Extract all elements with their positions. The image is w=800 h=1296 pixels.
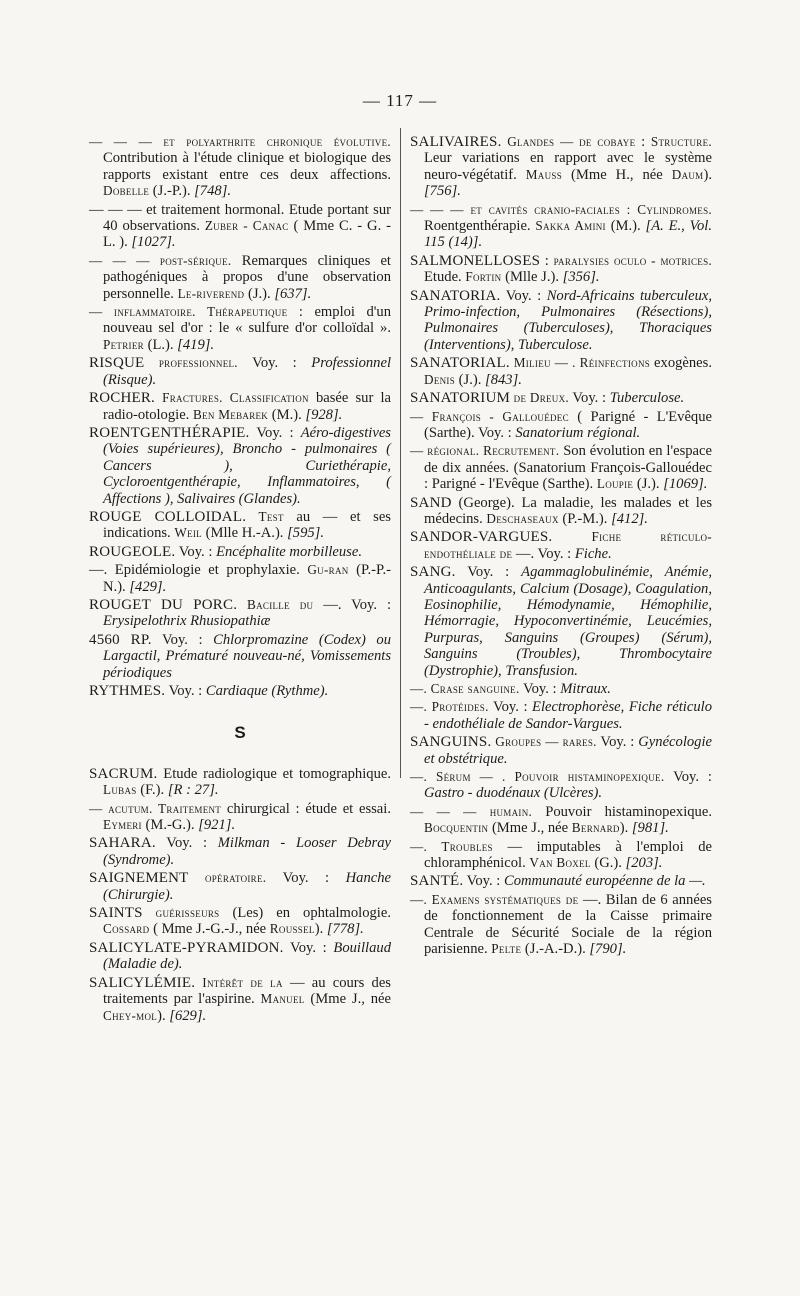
entry-text: RYTHMES.: [89, 683, 166, 699]
index-entry: [410, 681, 712, 697]
index-entry: [410, 564, 712, 679]
index-entry: [89, 905, 391, 938]
entry-text: [412].: [611, 510, 648, 527]
entry-text: Voy. :: [569, 390, 610, 407]
index-entry: [89, 597, 391, 630]
entry-text: SANTÉ.: [410, 873, 464, 890]
index-entry: [89, 509, 391, 542]
entry-text: (M.-G.).: [141, 817, 199, 834]
index-entry: [410, 202, 712, 251]
entry-text: SANATORIA.: [410, 287, 501, 304]
entry-text: ).: [619, 820, 632, 837]
entry-text: ( Mme C. - G. - L. ).: [103, 218, 391, 251]
entry-text: [921].: [198, 817, 236, 834]
entry-text: Roentgenthérapie.: [424, 218, 536, 235]
entry-text: ROENTGENTHÉRAPIE.: [89, 424, 250, 441]
entry-text: 4560 RP.: [89, 631, 152, 648]
index-entry: [89, 425, 391, 507]
entry-text: Ben Mebarek: [192, 406, 269, 422]
entry-text: Groupes — rares.: [491, 734, 597, 750]
index-entry: [89, 253, 391, 302]
entry-text: [843].: [485, 371, 522, 388]
entry-text: Fiche réticulo-endothéliale de: [424, 529, 712, 561]
entry-text: — acutum. Traitement: [89, 800, 222, 816]
entry-text: Hanche (Chirurgie).: [103, 870, 391, 903]
entry-text: Voy. :: [463, 873, 504, 890]
entry-text: ).: [157, 1007, 170, 1024]
section-letter: S: [234, 723, 246, 743]
index-entry: [89, 940, 391, 973]
entry-text: SANATORIAL.: [410, 355, 510, 372]
entry-text: SAINTS: [89, 905, 143, 922]
entry-text: —. Sérum — . Pouvoir histaminopexique.: [410, 769, 665, 785]
entry-text: Voy. :: [488, 699, 533, 716]
entry-text: Denis: [424, 371, 456, 387]
entry-text: (J.).: [633, 476, 664, 493]
entry-text: :: [635, 134, 651, 150]
entry-text: Fractures. Classification: [155, 390, 309, 406]
entry-text: Bacille du: [237, 596, 314, 612]
entry-text: (M.).: [268, 406, 306, 423]
entry-text: basée sur la radio-otologie.: [103, 390, 391, 423]
entry-text: Etude radiologique et tomographique.: [157, 765, 391, 782]
entry-text: Fortin: [465, 269, 502, 285]
index-entry: [410, 892, 712, 958]
entry-text: [629].: [169, 1007, 207, 1024]
entry-text: Cossard: [103, 921, 150, 937]
entry-text: Mitraux.: [560, 681, 611, 697]
entry-text: Structure.: [650, 134, 712, 149]
entry-text: Voy. :: [165, 683, 206, 699]
entry-text: SALIVAIRES.: [410, 134, 502, 150]
entry-text: SAHARA.: [89, 835, 156, 852]
entry-text: Pouvoir histaminopexique.: [532, 803, 712, 820]
entry-text: — — — post-sérique.: [89, 252, 232, 268]
index-entry: [410, 769, 712, 802]
entry-text: (Les) en ophtalmologie.: [219, 905, 391, 922]
index-entry: [89, 632, 391, 681]
entry-text: Milieu — . Réinfections: [509, 355, 651, 371]
entry-text: Bocquentin: [424, 820, 489, 836]
index-entry: [410, 804, 712, 837]
column-divider: [400, 128, 401, 778]
entry-text: ( Parigné - L'Evêque (Sarthe). Voy. :: [424, 408, 712, 441]
entry-text: Nord-Africains tuberculeux, Primo-infection, Pulmonaires (Résections), Pulmonaires (Tuberculoses), Thoraciques (Interventions), Tuberculose.: [424, 287, 712, 353]
entry-text: [595].: [287, 525, 325, 542]
entry-text: Daum: [671, 166, 704, 182]
index-entry: [410, 839, 712, 872]
index-entry: [89, 562, 391, 595]
entry-text: — au cours des traitements par l'aspirine.: [103, 974, 391, 1008]
entry-text: (J.).: [455, 371, 486, 388]
entry-text: ROUGEOLE.: [89, 543, 176, 560]
entry-text: ).: [314, 921, 327, 938]
entry-text: [1027].: [131, 234, 176, 251]
entry-text: Electrophorèse, Fiche réticulo - endothéliale de Sandor-Vargues.: [424, 699, 712, 732]
entry-text: Lubas: [103, 782, 137, 798]
index-entry: [89, 835, 391, 868]
index-entry: [410, 288, 712, 354]
entry-text: SANATORIUM: [410, 390, 511, 407]
entry-text: Manuel: [260, 991, 305, 1007]
index-entry: [410, 253, 712, 286]
entry-text: Voy. :: [151, 631, 214, 648]
entry-text: exogènes.: [650, 355, 712, 372]
entry-text: Le-riverend: [177, 285, 245, 301]
entry-text: Communauté européenne de la —.: [503, 873, 706, 890]
entry-text: paralysies oculo - motrices.: [553, 252, 712, 268]
entry-text: (L.).: [143, 336, 178, 353]
entry-text: SANG.: [410, 564, 456, 581]
entry-text: —. Epidémiologie et prophylaxie.: [89, 562, 308, 579]
entry-text: Fiche.: [574, 545, 612, 562]
index-entry: [410, 409, 712, 442]
entry-text: Voy. :: [283, 939, 334, 956]
index-entry: [410, 734, 712, 767]
entry-text: — François - Gallouédec: [410, 408, 569, 424]
entry-text: opératoire.: [188, 870, 267, 886]
entry-text: Bernard: [571, 820, 620, 836]
entry-text: Voy. :: [237, 355, 312, 372]
entry-text: — imputables à l'emploi de chloramphénicol.: [424, 838, 713, 872]
entry-text: ).: [703, 166, 712, 183]
index-entry: [89, 975, 391, 1024]
entry-text: [356].: [562, 269, 600, 286]
entry-text: professionnel.: [144, 355, 238, 371]
entry-text: [928].: [305, 406, 343, 423]
index-entry: [410, 355, 712, 388]
entry-text: Gastro - duodénaux (Ulcères).: [424, 785, 603, 802]
entry-text: — inflammatoire. Thérapeutique: [89, 304, 288, 320]
right-column: [410, 134, 712, 960]
entry-text: ROCHER.: [89, 390, 155, 407]
entry-text: [756].: [424, 183, 461, 200]
entry-text: Chlorpromazine (Codex) ou Largactil, Prématuré nouveau-né, Vomissements périodiques: [103, 631, 391, 681]
entry-text: SANGUINS.: [410, 734, 492, 751]
entry-text: [429].: [129, 578, 167, 595]
entry-text: de Dreux.: [510, 390, 569, 406]
right-entries: [410, 134, 712, 958]
entry-text: Aéro-digestives (Voies supérieures), Broncho - pulmonaires ( Cancers ), Curiethérapie, Cycloroentgenthérapie, Inflammatoires, ( Affections ), Salivaires (Glandes).: [103, 424, 391, 507]
entry-text: (P.-M.).: [558, 510, 612, 527]
entry-text: Agammaglobulinémie, Anémie, Anticoagulants, Calcium (Dosage), Coagulation, Eosinophilie, Hémodynamie, Hémophilie, Hémorragie, Hypoconvertinémie, Leucémies, Purpuras, Sanguins (Groupes) (Sérum), Sanguins (Troubles), Thrombocytaire (Dystrophie), Transfusion.: [424, 564, 712, 679]
entry-text: (F.).: [136, 782, 168, 799]
entry-text: (Mme J., née: [488, 820, 572, 837]
index-entry: [89, 355, 391, 388]
entry-text: Mauss: [525, 166, 563, 182]
entry-text: Chey-mol: [103, 1007, 158, 1023]
entry-text: (George). La maladie, les malades et les médecins.: [424, 494, 712, 527]
entry-text: Test: [246, 508, 284, 524]
entry-text: [748].: [194, 183, 232, 200]
entry-text: [419].: [177, 336, 215, 353]
entry-text: (Mme H., née: [562, 166, 672, 183]
entry-text: — — — et cavités cranio-faciales : Cylindromes.: [410, 201, 712, 217]
entry-text: (M.).: [605, 218, 646, 235]
page-number: — 117 —: [362, 91, 438, 110]
entry-text: Voy. :: [500, 287, 547, 304]
index-entry: [89, 683, 391, 699]
entry-text: guérisseurs: [142, 905, 220, 921]
index-entry: [410, 390, 712, 406]
entry-text: Voy. :: [249, 424, 301, 441]
entry-text: RISQUE: [89, 355, 145, 372]
entry-text: Deschaseaux: [486, 510, 559, 526]
entry-text: Petrier: [103, 336, 144, 352]
entry-text: SALICYLÉMIE.: [89, 974, 196, 991]
entry-text: Etude.: [424, 269, 466, 286]
entry-text: (Mme J., née: [304, 991, 392, 1008]
entry-text: — — — humain.: [410, 803, 533, 819]
entry-text: (J.-P.).: [149, 183, 195, 200]
entry-text: Erysipelothrix Rhusiopathiæ: [103, 613, 271, 630]
entry-text: SANDOR-VARGUES.: [410, 529, 553, 546]
index-entry: [410, 134, 712, 200]
entry-text: Contribution à l'étude clinique et biologique des rapports existant entre ces deux affections.: [103, 150, 391, 183]
entry-text: Milkman - Looser Debray (Syndrome).: [103, 835, 392, 868]
index-entry: [410, 699, 712, 732]
entry-text: (J.-A.-D.).: [521, 941, 590, 958]
entry-text: Roussel: [269, 921, 315, 937]
entry-text: Voy. :: [519, 681, 561, 697]
entry-text: Weil: [174, 525, 202, 541]
index-entry: [410, 529, 712, 562]
entry-text: —. Voy. :: [512, 545, 575, 562]
entry-text: —. Bilan de 6 années de fonctionnement de la Caisse primaire Centrale de Sécurité Sociale de la région parisienne.: [424, 891, 712, 958]
entry-text: [A. E., Vol. 115 (14)].: [424, 218, 712, 251]
entry-text: SAIGNEMENT: [89, 870, 189, 887]
entry-text: (Mlle J.).: [501, 269, 563, 286]
entry-text: —. Crase sanguine.: [410, 681, 520, 696]
index-entry: [89, 390, 391, 423]
entry-text: Bouillaud (Maladie de).: [103, 939, 391, 973]
entry-text: —. Voy. :: [313, 596, 391, 613]
index-entry: [89, 544, 391, 560]
index-entry: [89, 134, 391, 200]
entry-text: [637].: [274, 285, 312, 302]
index-entry: [89, 766, 391, 799]
index-entry: [89, 202, 391, 251]
entry-text: au — et ses indications.: [103, 508, 391, 542]
entry-text: [1069].: [663, 476, 708, 493]
entry-text: [981].: [631, 820, 669, 837]
entry-text: ROUGE COLLOIDAL.: [89, 508, 247, 525]
entry-text: Voy. :: [455, 564, 522, 581]
entry-text: SALMONELLOSES: [410, 252, 541, 269]
entry-text: Voy. :: [175, 543, 217, 560]
entry-text: [R : 27].: [167, 782, 219, 799]
entry-text: :: [540, 252, 554, 269]
entry-text: Cardiaque (Rythme).: [205, 683, 329, 699]
entry-text: Voy. :: [155, 835, 218, 852]
entry-text: Tuberculose.: [609, 390, 685, 407]
entry-text: Sanatorium régional.: [515, 424, 641, 441]
entry-text: Sakka Amini: [535, 218, 606, 234]
left-entries-r: [89, 134, 391, 699]
entry-text: (G.).: [590, 855, 626, 872]
entry-text: [778].: [326, 921, 364, 938]
entry-text: Dobelle: [103, 183, 150, 199]
entry-text: Gu-ran: [307, 562, 349, 578]
entry-text: —. Examens systématiques de: [410, 891, 579, 907]
entry-text: [203].: [625, 855, 663, 872]
entry-text: — régional. Recrutement.: [410, 443, 560, 459]
entry-text: Zuber - Canac: [204, 218, 289, 234]
entry-text: Voy. :: [664, 769, 712, 786]
entry-text: Eymeri: [103, 817, 142, 833]
index-entry: [89, 801, 391, 834]
entry-text: Intérêt de la: [195, 974, 283, 990]
entry-text: — — — et traitement hormonal. Etude portant sur 40 observations.: [89, 201, 391, 235]
entry-text: Leur variations en rapport avec le système neuro-végétatif.: [424, 150, 712, 183]
entry-text: Professionnel (Risque).: [103, 355, 392, 388]
entry-text: (J.).: [244, 285, 275, 302]
entry-text: ROUGET DU PORC.: [89, 596, 238, 613]
index-entry: [410, 443, 712, 492]
entry-text: —. Troubles: [410, 838, 493, 854]
entry-text: Voy. :: [596, 734, 639, 751]
entry-text: — — — et polyarthrite chronique évolutive.: [89, 134, 391, 149]
entry-text: (Mlle H.-A.).: [201, 525, 288, 542]
entry-text: Van Boxel: [529, 855, 591, 871]
entry-text: Son évolution en l'espace de dix années. (Sanatorium François-Gallouédec : Parigné - l'Evêque (Sarthe).: [424, 443, 712, 493]
left-column: [89, 134, 391, 1026]
entry-text: SAND: [410, 494, 452, 511]
entry-text: Glandes — de cobaye: [501, 134, 636, 149]
entry-text: SACRUM.: [89, 765, 158, 782]
index-entry: [89, 304, 391, 353]
entry-text: chirurgical : étude et essai.: [221, 800, 391, 817]
entry-text: ( Mme J.-G.-J., née: [149, 921, 270, 938]
entry-text: Remarques cliniques et pathogéniques à propos d'une observation personnelle.: [103, 252, 391, 302]
entry-text: Pelte: [491, 941, 522, 957]
entry-text: Gynécologie et obstétrique.: [424, 734, 712, 767]
entry-text: (P.-P.-N.).: [103, 562, 391, 595]
left-entries-s: [89, 766, 391, 1024]
entry-text: Encéphalite morbilleuse.: [216, 543, 362, 560]
entry-text: : emploi d'un nouveau sel d'or : le « sulfure d'or colloïdal ».: [103, 304, 391, 337]
entry-text: [790].: [589, 941, 627, 958]
index-entry: [89, 870, 391, 903]
entry-text: Voy. :: [266, 870, 346, 887]
index-entry: [410, 495, 712, 528]
index-entry: [410, 873, 712, 889]
entry-text: Loupie: [596, 476, 634, 492]
entry-text: —. Protéides.: [410, 699, 489, 715]
entry-text: SALICYLATE-PYRAMIDON.: [89, 939, 284, 956]
